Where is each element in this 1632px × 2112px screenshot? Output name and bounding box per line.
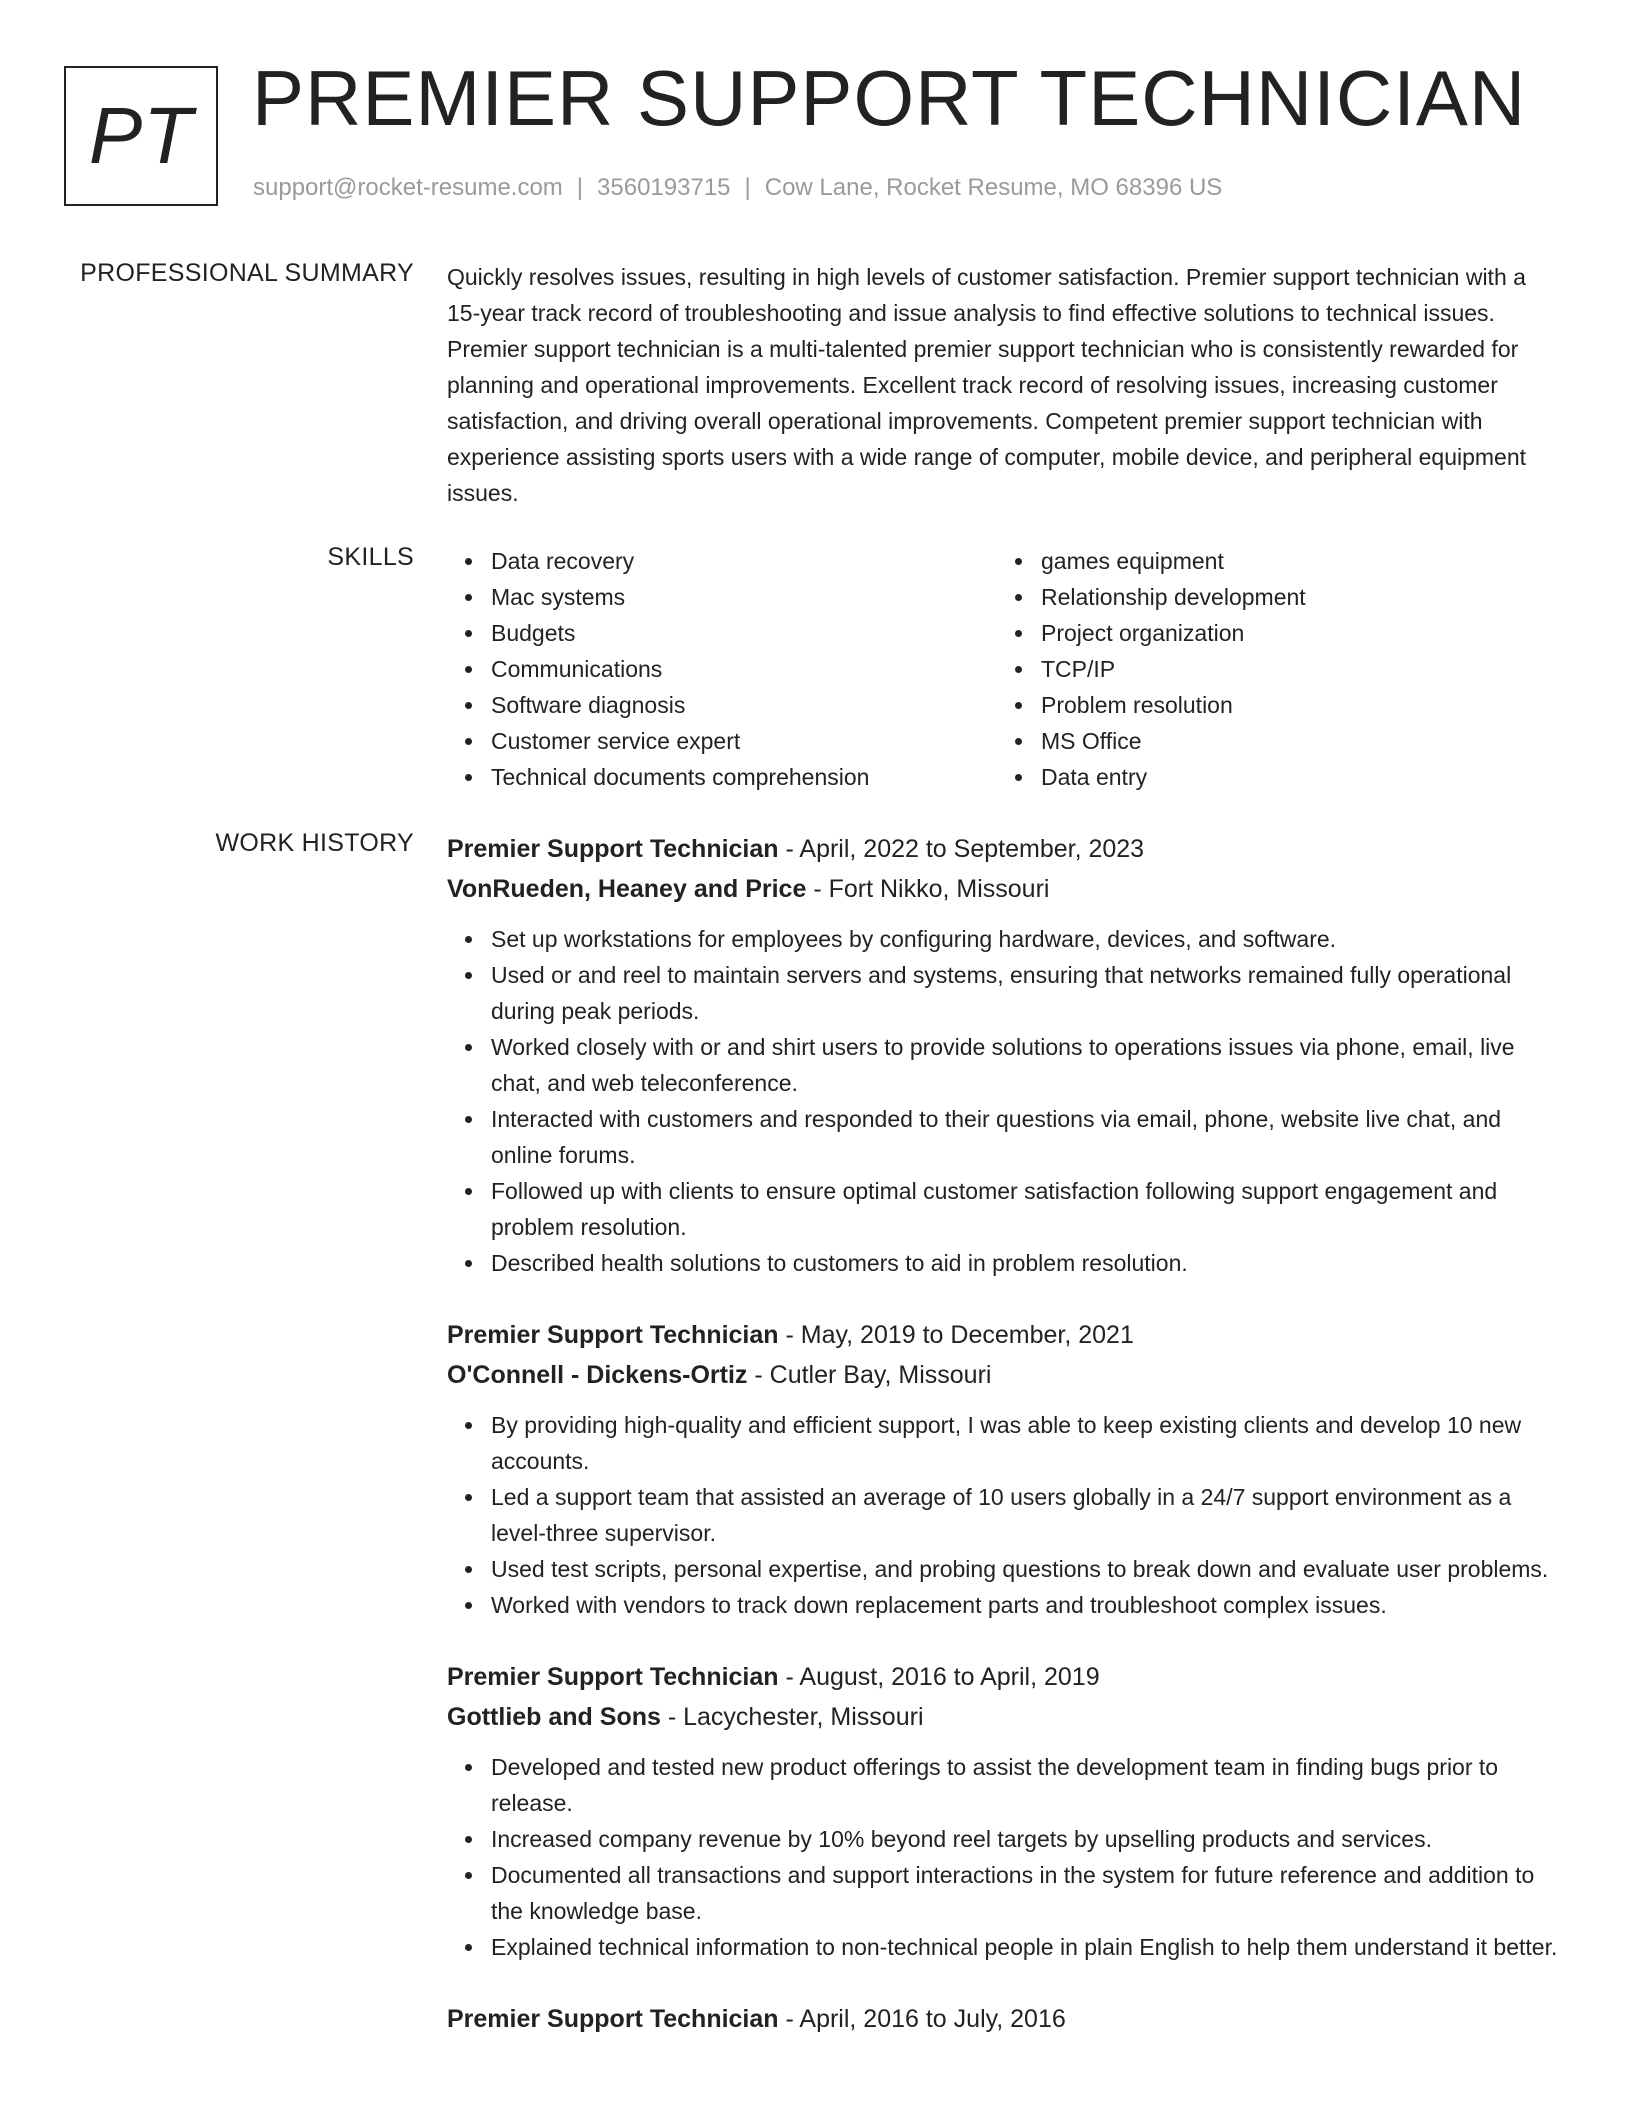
job-title: Premier Support Technician — [447, 835, 779, 863]
job-bullets — [447, 1749, 1562, 1965]
job-title-line — [447, 1999, 1562, 2039]
contact-line — [253, 174, 1222, 202]
work-history-heading: WORK HISTORY — [215, 829, 414, 857]
monogram-initials: PT — [88, 91, 194, 180]
job-dates: - August, 2016 to April, 2019 — [778, 1663, 1100, 1691]
skill-item: Relationship development — [997, 579, 1547, 615]
contact-phone: 3560193715 — [597, 174, 731, 201]
job-bullet: Explained technical information to non-technical people in plain English to help them understand it better. — [447, 1929, 1562, 1965]
job-bullet: Interacted with customers and responded to their questions via email, phone, website live chat, and online forums. — [447, 1101, 1562, 1173]
job-dates: - April, 2016 to July, 2016 — [778, 2005, 1066, 2033]
contact-address: Cow Lane, Rocket Resume, MO 68396 US — [764, 174, 1223, 201]
skill-item: Mac systems — [447, 579, 997, 615]
job-bullet: Used test scripts, personal expertise, and probing questions to break down and evaluate user problems. — [447, 1551, 1562, 1587]
job-bullet: Followed up with clients to ensure optimal customer satisfaction following support engagement and problem resolution. — [447, 1173, 1562, 1245]
job-bullets — [447, 921, 1562, 1281]
skills-body — [447, 543, 1562, 795]
skill-item: MS Office — [997, 723, 1547, 759]
skill-item: games equipment — [997, 543, 1547, 579]
contact-email: support@rocket-resume.com — [253, 174, 563, 201]
skill-item: Data entry — [997, 759, 1547, 795]
job-dates: - April, 2022 to September, 2023 — [778, 835, 1145, 863]
resume-title: PREMIER SUPPORT TECHNICIAN — [252, 54, 1527, 142]
job-bullets — [447, 1407, 1562, 1623]
job-company: VonRueden, Heaney and Price — [447, 875, 807, 903]
job-bullet: Worked with vendors to track down replacement parts and troubleshoot complex issues. — [447, 1587, 1562, 1623]
job-bullet: Documented all transactions and support interactions in the system for future reference and addition to the knowledge base. — [447, 1857, 1562, 1929]
skill-item: Data recovery — [447, 543, 997, 579]
job-location: - Lacychester, Missouri — [660, 1703, 924, 1731]
job-location: - Cutler Bay, Missouri — [747, 1361, 992, 1389]
work-history-body — [447, 829, 1562, 2073]
summary-body — [447, 259, 1562, 511]
skill-item: Communications — [447, 651, 997, 687]
job-bullet: Set up workstations for employees by configuring hardware, devices, and software. — [447, 921, 1562, 957]
skills-heading: SKILLS — [327, 543, 414, 571]
job-company-line — [447, 869, 1562, 909]
job-company: O'Connell - Dickens-Ortiz — [447, 1361, 748, 1389]
contact-separator: | — [744, 174, 751, 201]
job-bullet: Led a support team that assisted an average of 10 users globally in a 24/7 support environment as a level-three supervisor. — [447, 1479, 1562, 1551]
job-entry — [447, 1999, 1562, 2039]
monogram-box — [64, 66, 218, 206]
job-company-line — [447, 1697, 1562, 1737]
skill-item: Problem resolution — [997, 687, 1547, 723]
summary-text: Quickly resolves issues, resulting in high levels of customer satisfaction. Premier support technician with a 15-year track record of troubleshooting and issue analysis to find effective solutions to technical issues. Premier support technician is a multi-talented premier support technician who is consistently rewarded for planning and operational improvements. Excellent track record of resolving issues, increasing customer satisfaction, and driving overall operational improvements. Competent premier support technician with experience assisting sports users with a wide range of computer, mobile device, and peripheral equipment issues. — [447, 264, 1527, 506]
job-title: Premier Support Technician — [447, 1321, 779, 1349]
job-bullet: By providing high-quality and efficient support, I was able to keep existing clients and develop 10 new accounts. — [447, 1407, 1562, 1479]
job-entry — [447, 1315, 1562, 1623]
job-entry — [447, 1657, 1562, 1965]
job-bullet: Used or and reel to maintain servers and systems, ensuring that networks remained fully operational during peak periods. — [447, 957, 1562, 1029]
job-dates: - May, 2019 to December, 2021 — [778, 1321, 1134, 1349]
job-company-line — [447, 1355, 1562, 1395]
skills-list-right — [997, 543, 1547, 795]
job-entry — [447, 829, 1562, 1281]
job-title-line — [447, 829, 1562, 869]
summary-heading: PROFESSIONAL SUMMARY — [80, 259, 414, 287]
skills-columns — [447, 543, 1562, 795]
skill-item: TCP/IP — [997, 651, 1547, 687]
job-title: Premier Support Technician — [447, 2005, 779, 2033]
skill-item: Customer service expert — [447, 723, 997, 759]
skills-list-left — [447, 543, 997, 795]
job-bullet: Increased company revenue by 10% beyond reel targets by upselling products and services. — [447, 1821, 1562, 1857]
skill-item: Software diagnosis — [447, 687, 997, 723]
job-title-line — [447, 1657, 1562, 1697]
job-bullet: Developed and tested new product offerings to assist the development team in finding bugs prior to release. — [447, 1749, 1562, 1821]
skill-item: Budgets — [447, 615, 997, 651]
skill-item: Project organization — [997, 615, 1547, 651]
skill-item: Technical documents comprehension — [447, 759, 997, 795]
job-bullet: Worked closely with or and shirt users to provide solutions to operations issues via phone, email, live chat, and web teleconference. — [447, 1029, 1562, 1101]
job-location: - Fort Nikko, Missouri — [806, 875, 1050, 903]
job-title-line — [447, 1315, 1562, 1355]
job-title: Premier Support Technician — [447, 1663, 779, 1691]
contact-separator: | — [576, 174, 584, 201]
job-company: Gottlieb and Sons — [447, 1703, 661, 1731]
job-bullet: Described health solutions to customers to aid in problem resolution. — [447, 1245, 1562, 1281]
